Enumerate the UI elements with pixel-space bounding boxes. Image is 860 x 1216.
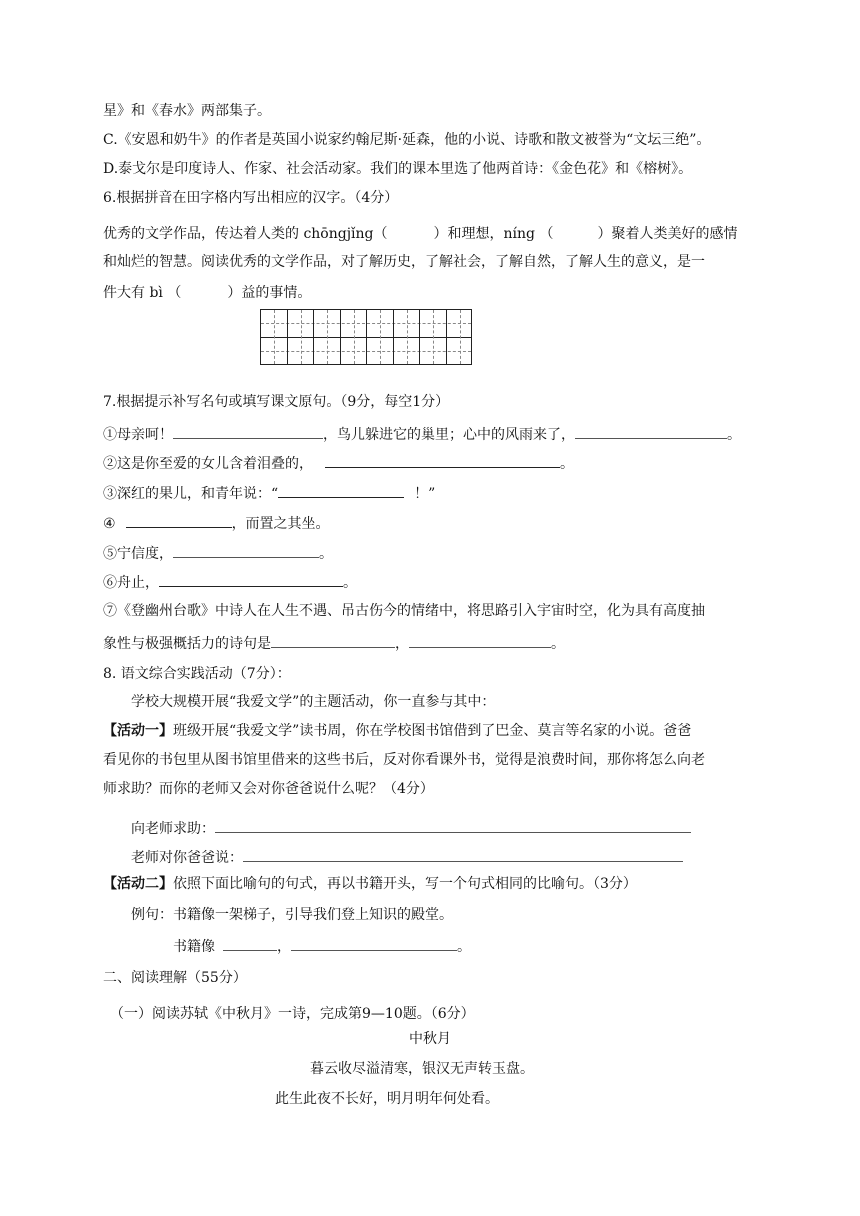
- text-segment: 。: [551, 636, 565, 652]
- text-segment: 。: [319, 546, 333, 562]
- question-6-line-2: 和灿烂的智慧。阅读优秀的文学作品，对了解历史，了解社会，了解自然，了解人生的意义，是一: [103, 254, 705, 270]
- text-segment: ⑥舟止，: [103, 575, 159, 591]
- option-d: D.泰戈尔是印度诗人、作家、社会活动家。我们的课本里选了他两首诗：《金色花》和《榕树》。: [103, 161, 693, 177]
- grid-guide: [274, 310, 275, 364]
- text-segment: 。: [727, 427, 741, 443]
- question-8-intro: 学校大规模开展“我爱文学”的主题活动，你一直参与其中：: [131, 694, 496, 710]
- activity-2-label: 【活动二】: [103, 876, 173, 892]
- answer-blank[interactable]: [409, 631, 551, 648]
- text-segment: 班级开展“我爱文学”读书周，你在学校图书馆借到了巴金、莫言等名家的小说。爸爸: [173, 723, 692, 739]
- text-segment: ③深红的果儿，和青年说：“: [103, 486, 279, 502]
- text-segment: ⑤宁信度，: [103, 546, 173, 562]
- text-segment: 优秀的文学作品，传达着人类的 chōngjǐng（: [103, 226, 388, 242]
- question-6-title: 6.根据拼音在田字格内写出相应的汉字。（4分）: [103, 190, 399, 206]
- poem-line-2: 此生此夜不长好，明月明年何处看。: [275, 1091, 499, 1107]
- text-segment: 依照下面比喻句的句式，再以书籍开头，写一个句式相同的比喻句。（3分）: [173, 876, 637, 892]
- answer-blank[interactable]: [575, 422, 727, 439]
- question-8-title: 8. 语文综合实践活动（7分）：: [103, 666, 291, 682]
- question-7-item-1: [103, 422, 741, 444]
- activity-1-line-2: 看见你的书包里从图书馆里借来的这些书后，反对你看课外书，觉得是浪费时间，那你将怎么向老: [103, 752, 705, 768]
- activity-1-line-1: [103, 721, 691, 743]
- answer-blank[interactable]: [173, 422, 323, 439]
- answer-blank[interactable]: [223, 934, 277, 951]
- grid-guide: [301, 310, 302, 364]
- answer-blank[interactable]: [159, 570, 343, 587]
- activity-2-line: [103, 874, 637, 896]
- question-7-item-6: [103, 570, 357, 592]
- text-segment: ①母亲呵！: [103, 427, 173, 443]
- answer-blank[interactable]: [173, 541, 319, 558]
- text-segment: ，而置之其坐。: [231, 516, 330, 532]
- teacher-to-dad-label: 老师对你爸爸说：: [131, 850, 243, 866]
- text-segment: ，: [277, 939, 291, 955]
- question-6-line-3: [103, 281, 311, 303]
- tianzige-grid[interactable]: [260, 309, 472, 365]
- question-7-item-7-cont: [103, 631, 565, 653]
- answer-blank[interactable]: [271, 631, 395, 648]
- text-line: 星》和《春水》两部集子。: [103, 103, 271, 119]
- grid-guide: [380, 310, 381, 364]
- text-segment: ）聚着人类美好的感情: [597, 226, 738, 242]
- text-segment: ②这是你至爱的女儿含着泪叠的，: [103, 456, 313, 472]
- text-segment: 书籍像: [173, 939, 215, 955]
- activity-1-label: 【活动一】: [103, 723, 173, 739]
- question-7-title: 7.根据提示补写名句或填写课文原句。（9分，每空1分）: [103, 394, 450, 410]
- text-segment: ，鸟儿躲进它的巢里；心中的风雨来了，: [323, 427, 575, 443]
- grid-guide: [433, 310, 434, 364]
- question-6-line-1: [103, 222, 737, 244]
- answer-blank[interactable]: [243, 845, 683, 862]
- text-segment: ！”: [414, 486, 436, 502]
- text-segment: 。: [457, 939, 471, 955]
- answer-blank[interactable]: [215, 816, 691, 833]
- text-segment: 件大有 bì （: [103, 285, 182, 301]
- poem-line-1: 暮云收尽溢清寒，银汉无声转玉盘。: [310, 1061, 534, 1077]
- text-segment: 象性与极强概括力的诗句是: [103, 636, 271, 652]
- grid-guide: [327, 310, 328, 364]
- subsection-1-title: （一）阅读苏轼《中秋月》一诗，完成第9—10题。（6分）: [110, 1006, 475, 1022]
- example-sentence: 例句：书籍像一架梯子，引导我们登上知识的殿堂。: [131, 907, 453, 923]
- ask-teacher-line: [131, 816, 691, 838]
- text-segment: ）和理想，níng （: [433, 226, 554, 242]
- question-7-item-7: ⑦《登幽州台歌》中诗人在人生不遇、吊古伤今的情绪中，将思路引入宇宙时空，化为具有高度抽: [103, 603, 705, 619]
- poem-title: 中秋月: [409, 1031, 451, 1047]
- text-segment: 。: [343, 575, 357, 591]
- question-7-item-5: [103, 541, 333, 563]
- section-2-title: 二、阅读理解（55分）: [103, 970, 247, 986]
- text-segment: ）益的事情。: [227, 285, 312, 301]
- answer-blank[interactable]: [553, 222, 597, 238]
- option-c: C.《安恩和奶牛》的作者是英国小说家约翰尼斯·延森，他的小说、诗歌和散文被誉为“文坛三绝”。: [103, 132, 711, 148]
- answer-blank[interactable]: [388, 222, 434, 238]
- teacher-to-dad-line: [131, 845, 683, 867]
- text-segment: ④: [103, 516, 116, 532]
- question-7-item-3: [103, 481, 435, 503]
- grid-guide: [354, 310, 355, 364]
- ask-teacher-label: 向老师求助：: [131, 821, 215, 837]
- grid-guide: [407, 310, 408, 364]
- grid-guide: [460, 310, 461, 364]
- question-7-item-4: [103, 511, 330, 533]
- answer-blank[interactable]: [291, 934, 457, 951]
- answer-blank[interactable]: [325, 451, 560, 468]
- text-segment: ，: [395, 636, 409, 652]
- text-segment: 。: [560, 456, 574, 472]
- activity-1-line-3: 师求助？而你的老师又会对你爸爸说什么呢？（4分）: [103, 781, 434, 797]
- question-7-item-2: [103, 451, 574, 473]
- books-like-line: [173, 934, 471, 956]
- answer-blank[interactable]: [126, 511, 232, 528]
- answer-blank[interactable]: [278, 481, 404, 498]
- answer-blank[interactable]: [181, 281, 227, 297]
